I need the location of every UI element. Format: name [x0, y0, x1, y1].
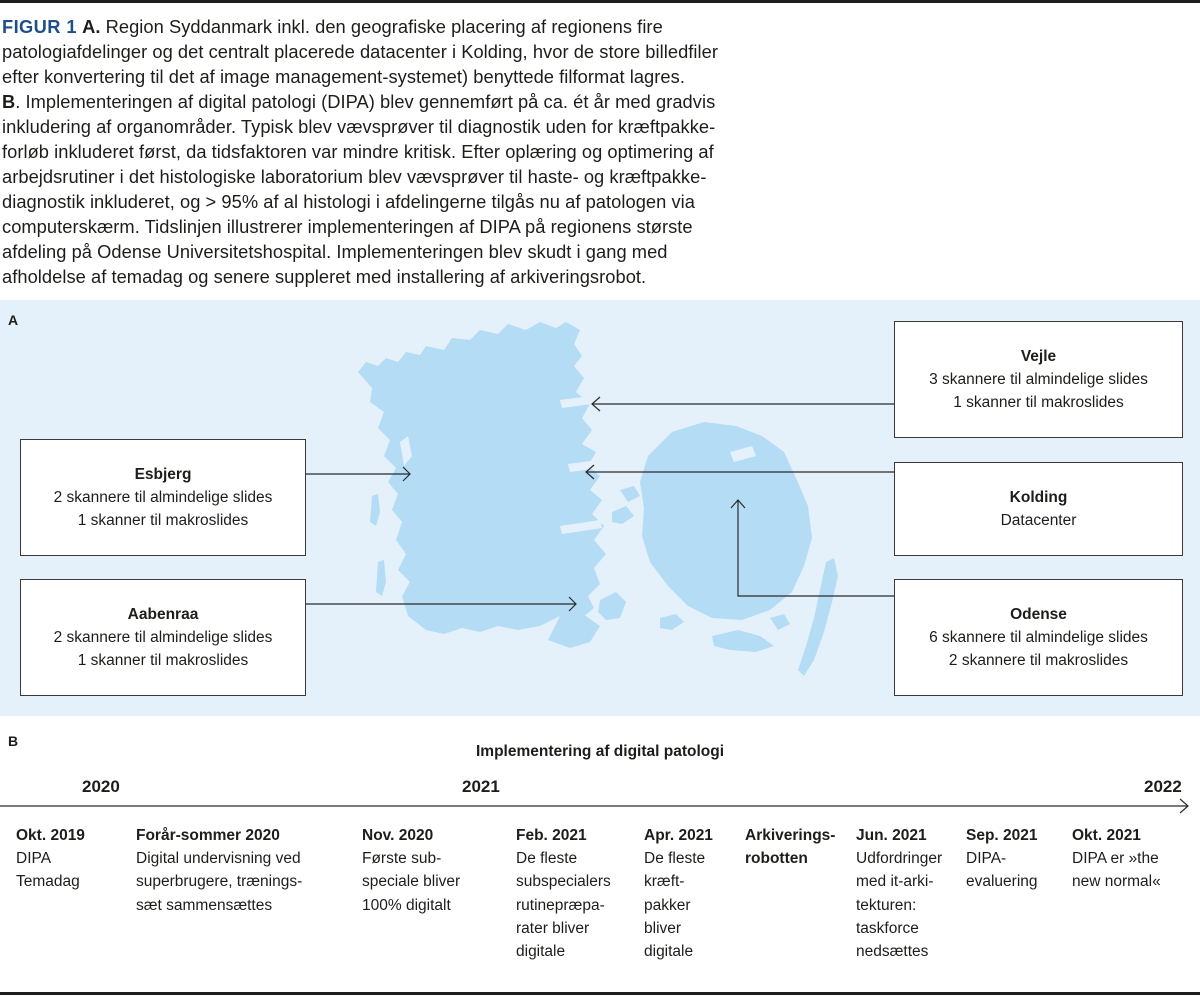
event-date: Arkiverings- [745, 827, 836, 844]
caption-line-2: patologiafdelinger og det centralt placerede datacenter i Kolding, hvor de store billedfiler [2, 41, 718, 62]
timeline-title: Implementering af digital patologi [475, 743, 724, 760]
caption-line-5: inkludering af organområder. Typisk blev vævsprøver til diagnostik uden for kræftpakke- [2, 116, 716, 137]
location-detail: 6 skannere til almindelige slides [929, 629, 1148, 646]
location-name: Vejle [1020, 348, 1057, 365]
year-label-2021: 2021 [462, 777, 500, 796]
location-detail: 1 skanner til makroslides [953, 394, 1124, 411]
event-text: Udfordringer med it-arki- tekturen: taskforce nedsættes [856, 850, 943, 961]
location-detail: Datacenter [1000, 512, 1077, 529]
arrow-aabenraa [306, 597, 576, 611]
arrow-esbjerg [306, 467, 410, 481]
event-text: robotten [745, 850, 808, 868]
timeline-event-okt-2019 [16, 824, 85, 894]
location-name: Odense [1010, 606, 1067, 623]
timeline-axis [0, 796, 1200, 816]
timeline-event-sep-2021 [966, 824, 1038, 894]
location-detail: 3 skannere til almindelige slides [929, 371, 1148, 388]
event-text: DIPA- evaluering [966, 850, 1038, 891]
location-name: Kolding [1009, 489, 1068, 506]
timeline-event-feb-2021 [516, 824, 611, 963]
timeline-event-jun-2021 [856, 824, 942, 963]
event-date: Feb. 2021 [516, 827, 587, 844]
caption-line-10: afdeling på Odense Universitetshospital. Implementeringen blev skudt i gang med [2, 241, 668, 262]
event-text: Første sub- speciale bliver 100% digitalt [362, 850, 461, 914]
caption-part-a-label: A. [82, 16, 101, 37]
location-detail: 2 skannere til makroslides [948, 652, 1129, 669]
event-text: Digital undervisning ved superbrugere, trænings- sæt sammensættes [136, 850, 303, 914]
panel-a-map [0, 300, 1200, 716]
arrow-kolding [586, 465, 894, 479]
top-rule [0, 0, 1200, 3]
year-label-2020: 2020 [82, 777, 120, 796]
caption-text: . Implementeringen af digital patologi (DIPA) blev gennemført på ca. ét år med gradvis [15, 91, 716, 112]
event-text: De fleste kræft- pakker bliver digitale [644, 850, 706, 961]
caption-part-b-label: B [2, 91, 16, 112]
caption-line-11: afholdelse af temadag og senere suppleret med installering af arkiveringsrobot. [2, 266, 647, 287]
event-date: Okt. 2019 [16, 827, 85, 844]
figure-label: FIGUR 1 [2, 16, 77, 37]
location-name: Aabenraa [127, 606, 199, 623]
event-date: Apr. 2021 [644, 827, 713, 844]
event-date: Sep. 2021 [966, 827, 1038, 844]
caption-line-1 [2, 14, 822, 39]
event-date: Nov. 2020 [362, 827, 434, 844]
timeline-event-okt-2021 [1072, 824, 1161, 894]
event-date: Jun. 2021 [856, 827, 927, 844]
event-text: De fleste subspecialers rutinepræpa- rater bliver digitale [516, 850, 611, 961]
timeline-event-nov-2020 [362, 824, 460, 917]
caption-text: Region Syddanmark inkl. den geografiske placering af regionens fire [105, 16, 663, 37]
caption-line-4 [2, 89, 822, 114]
caption-line-7: arbejdsrutiner i det histologiske laboratorium blev vævsprøver til haste- og kræftpakke- [2, 166, 707, 187]
bottom-rule [0, 992, 1200, 995]
location-detail: 1 skanner til makroslides [77, 512, 249, 529]
panel-a-label: A [8, 312, 19, 328]
arrow-odense [731, 500, 894, 596]
caption-line-3: efter konvertering til det af image management-systemet) benyttede filformat lagres. [2, 66, 685, 87]
location-name: Esbjerg [134, 466, 192, 483]
event-date: Okt. 2021 [1072, 827, 1141, 844]
location-detail: 1 skanner til makroslides [77, 652, 249, 669]
caption-line-8: diagnostik inkluderet, og > 95% af al histologi i afdelingerne tilgås nu af patologen via [2, 191, 695, 212]
figure-caption [2, 14, 822, 289]
timeline-event-foraar-sommer-2020 [136, 824, 302, 917]
event-text: DIPA er »the new normal« [1072, 850, 1161, 891]
event-date: Forår-sommer 2020 [136, 827, 280, 844]
year-label-2022: 2022 [1144, 777, 1182, 796]
timeline-event-apr-2021 [644, 824, 713, 963]
arrow-vejle [592, 397, 894, 411]
location-detail: 2 skannere til almindelige slides [53, 489, 273, 506]
caption-line-9: computerskærm. Tidslinjen illustrerer implementeringen af DIPA på regionens største [2, 216, 693, 237]
connector-arrows [0, 300, 1200, 716]
timeline-event-arkiveringsrobotten [745, 824, 835, 870]
caption-line-6: forløb inkluderet først, da tidsfaktoren var mindre kritisk. Efter oplæring og optimering af [2, 141, 714, 162]
location-detail: 2 skannere til almindelige slides [53, 629, 273, 646]
event-text: DIPA Temadag [16, 850, 80, 891]
panel-b-label: B [8, 733, 19, 749]
